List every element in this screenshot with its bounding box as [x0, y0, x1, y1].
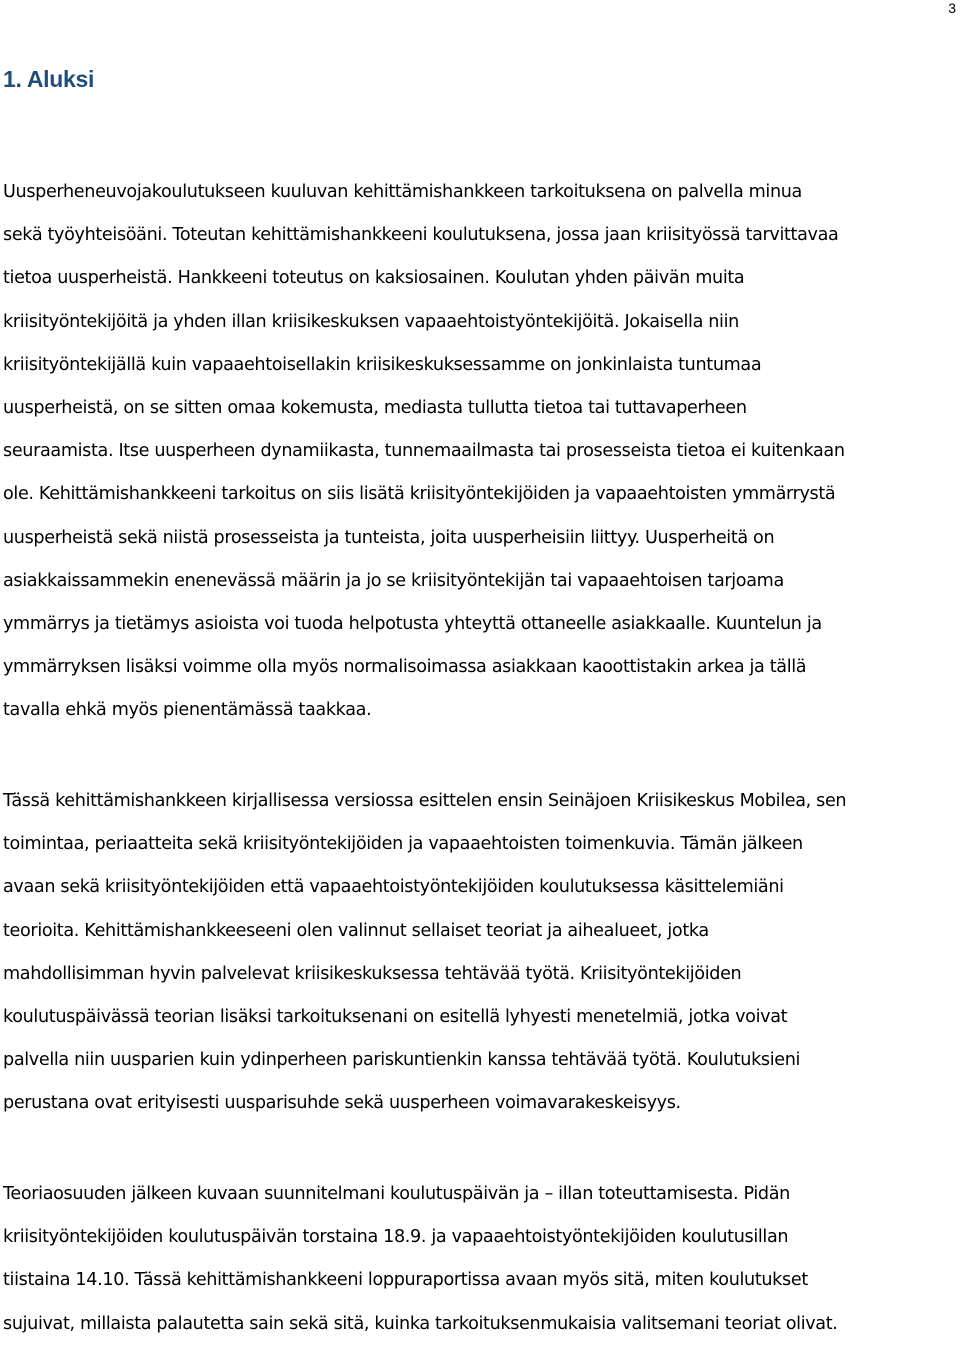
text-line: asiakkaissammekin enenevässä määrin ja jo se kriisityöntekijän tai vapaaehtoisen tarjoama [3, 570, 784, 591]
page-number: 3 [948, 0, 956, 16]
section-heading: 1. Aluksi [3, 66, 95, 92]
text-line: koulutuspäivässä teorian lisäksi tarkoituksenani on esitellä lyhyesti menetelmiä, jotka voivat [3, 1006, 788, 1027]
text-line: kriisityöntekijöitä ja yhden illan kriisikeskuksen vapaaehtoistyöntekijöitä. Jokaisella niin [3, 311, 739, 332]
paragraph-structure [3, 780, 958, 1126]
text-line: tavalla ehkä myös pienentämässä taakkaa. [3, 700, 372, 721]
text-line: ymmärrys ja tietämys asioista voi tuoda helpotusta yhteyttä ottaneelle asiakkaalle. Kuuntelun ja [3, 613, 822, 634]
text-line: sekä työyhteisöäni. Toteutan kehittämishankkeeni koulutuksena, jossa jaan kriisityössä tarvittavaa [3, 225, 839, 246]
text-line: avaan sekä kriisityöntekijöiden että vapaaehtoistyöntekijöiden koulutuksessa käsittelemiäni [3, 877, 784, 898]
text-line: kriisityöntekijällä kuin vapaaehtoisellakin kriisikeskuksessamme on jonkinlaista tuntumaa [3, 354, 762, 375]
text-line: uusperheistä sekä niistä prosesseista ja tunteista, joita uusperheisiin liittyy. Uusperheitä on [3, 527, 775, 548]
text-line: mahdollisimman hyvin palvelevat kriisikeskuksessa tehtävää työtä. Kriisityöntekijöiden [3, 963, 742, 984]
paragraph-plan [3, 1173, 958, 1346]
text-line: sujuivat, millaista palautetta sain sekä sitä, kuinka tarkoituksenmukaisia valitsemani teoriat olivat. [3, 1313, 838, 1334]
text-line: seuraamista. Itse uusperheen dynamiikasta, tunnemaailmasta tai prosesseista tietoa ei kuitenkaan [3, 441, 845, 462]
text-line: uusperheistä, on se sitten omaa kokemusta, mediasta tullutta tietoa tai tuttavaperheen [3, 397, 747, 418]
paragraph-intro [3, 171, 958, 732]
text-line: tietoa uusperheistä. Hankkeeni toteutus on kaksiosainen. Koulutan yhden päivän muita [3, 268, 745, 289]
text-line: ole. Kehittämishankkeeni tarkoitus on siis lisätä kriisityöntekijöiden ja vapaaehtoisten ymmärrystä [3, 484, 836, 505]
text-line: teorioita. Kehittämishankkeeseeni olen valinnut sellaiset teoriat ja aihealueet, jotka [3, 920, 709, 941]
text-line: Teoriaosuuden jälkeen kuvaan suunnitelmani koulutuspäivän ja – illan toteuttamisesta. Pidän [3, 1184, 790, 1204]
text-line: perustana ovat erityisesti uusparisuhde sekä uusperheen voimavarakeskeisyys. [3, 1093, 681, 1114]
text-line: palvella niin uusparien kuin ydinperheen pariskuntienkin kanssa tehtävää työtä. Koulutuksieni [3, 1050, 801, 1071]
text-line: kriisityöntekijöiden koulutuspäivän torstaina 18.9. ja vapaaehtoistyöntekijöiden koulutusillan [3, 1227, 789, 1248]
text-line: Tässä kehittämishankkeen kirjallisessa versiossa esittelen ensin Seinäjoen Kriisikeskus Mobilea, sen [3, 791, 847, 811]
text-line: Uusperheneuvojakoulutukseen kuuluvan kehittämishankkeen tarkoituksena on palvella minua [3, 182, 802, 202]
text-line: toimintaa, periaatteita sekä kriisityöntekijöiden ja vapaaehtoisten toimenkuvia. Tämän jälkeen [3, 834, 803, 855]
text-line: tiistaina 14.10. Tässä kehittämishankkeeni loppuraportissa avaan myös sitä, miten koulutukset [3, 1270, 808, 1291]
text-line: ymmärryksen lisäksi voimme olla myös normalisoimassa asiakkaan kaoottistakin arkea ja tällä [3, 657, 807, 678]
